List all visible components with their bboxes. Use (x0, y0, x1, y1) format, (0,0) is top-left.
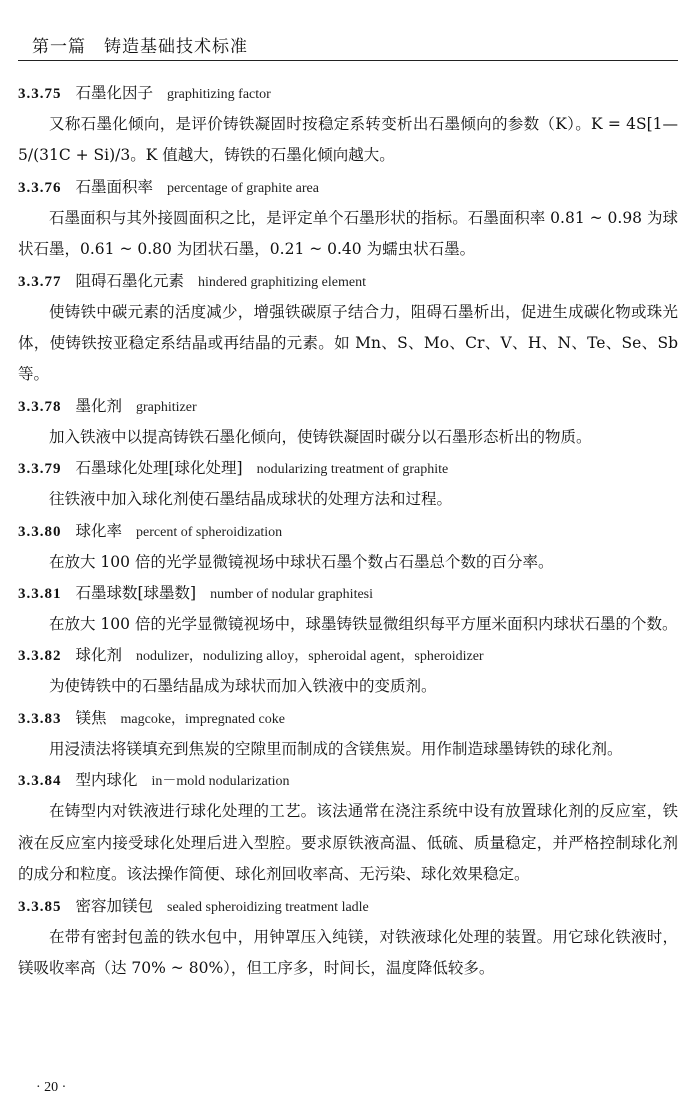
entry-term-cn: 密容加镁包 (75, 896, 154, 915)
entry-definition: 在放大 100 倍的光学显微镜视场中球状石墨个数占石墨总个数的百分率。 (49, 552, 554, 571)
running-header (18, 28, 678, 61)
entry-heading (18, 172, 678, 203)
entry-term-en: percentage of graphite area (167, 180, 319, 196)
entry-heading (18, 578, 678, 609)
entry-heading (18, 640, 678, 671)
entry-number: 3.3.82 (18, 648, 62, 665)
glossary-entry (18, 266, 678, 391)
glossary-entry (18, 78, 678, 172)
header-title: 第一篇 铸造基础技术标准 (32, 37, 248, 57)
entry-definition: 石墨面积与其外接圆面积之比，是评定单个石墨形状的指标。石墨面积率 0.81 ~ 0.98 为球状石墨，0.61 ~ 0.80 为团状石墨，0.21 ~ 0.40 为蠕虫状石墨。 (18, 208, 678, 259)
entry-heading (18, 891, 678, 922)
page-number: · 20 · (36, 1080, 67, 1095)
glossary-entries (18, 78, 678, 984)
entry-term-cn: 镁焦 (75, 708, 107, 727)
entry-term-cn: 石墨球数[球墨数] (75, 584, 197, 603)
entry-term-cn: 球化率 (75, 521, 123, 540)
entry-number: 3.3.79 (18, 461, 62, 478)
entry-number: 3.3.80 (18, 523, 62, 540)
entry-term-cn: 型内球化 (75, 771, 138, 790)
entry-term-en: graphitizing factor (167, 87, 271, 102)
entry-definition: 加入铁液中以提高铸铁石墨化倾向，使铸铁凝固时碳分以石墨形态析出的物质。 (49, 427, 592, 446)
entry-term-en: nodulizer，nodulizing alloy，spheroidal agent，spheroidizer (136, 649, 484, 665)
glossary-entry (18, 391, 678, 453)
entry-definition: 往铁液中加入球化剂使石墨结晶成球状的处理方法和过程。 (49, 490, 453, 509)
entry-number: 3.3.84 (18, 773, 62, 790)
entry-term-cn: 球化剂 (75, 646, 123, 665)
entry-definition: 用浸渍法将镁填充到焦炭的空隙里而制成的含镁焦炭。用作制造球墨铸铁的球化剂。 (49, 739, 623, 758)
entry-heading (18, 78, 678, 109)
entry-term-en: graphitizer (136, 399, 197, 415)
glossary-entry (18, 578, 678, 640)
entry-term-cn: 石墨面积率 (75, 177, 154, 196)
entry-number: 3.3.78 (18, 398, 62, 415)
entry-number: 3.3.83 (18, 710, 62, 727)
entry-definition: 为使铸铁中的石墨结晶成为球状而加入铁液中的变质剂。 (49, 677, 437, 696)
entry-term-en: nodularizing treatment of graphite (256, 462, 449, 478)
entry-term-en: hindered graphitizing element (198, 274, 366, 290)
entry-number: 3.3.77 (18, 273, 62, 290)
entry-term-en: percent of spheroidization (136, 524, 283, 540)
entry-heading (18, 453, 678, 484)
entry-number: 3.3.85 (18, 898, 62, 915)
glossary-entry (18, 516, 678, 578)
entry-heading (18, 266, 678, 297)
entry-definition: 在放大 100 倍的光学显微镜视场中，球墨铸铁显微组织每平方厘米面积内球状石墨的个数。 (49, 615, 678, 634)
entry-term-cn: 石墨球化处理[球化处理] (75, 459, 243, 478)
entry-definition: 使铸铁中碳元素的活度减少，增强铁碳原子结合力，阻碍石墨析出，促进生成碳化物或珠光体，使铸铁按亚稳定系结晶或再结晶的元素。如 Mn、S、Mo、Cr、V、H、N、Te、Se、Sb 等。 (18, 302, 678, 384)
glossary-entry (18, 703, 678, 765)
entry-definition: 又称石墨化倾向，是评价铸铁凝固时按稳定系转变析出石墨倾向的参数（K）。K = 4S[1—5/(31C + Si)/3。K 值越大，铸铁的石墨化倾向越大。 (18, 115, 678, 165)
entry-number: 3.3.81 (18, 586, 62, 603)
glossary-entry (18, 172, 678, 266)
glossary-entry (18, 765, 678, 890)
entry-term-cn: 墨化剂 (75, 396, 123, 415)
entry-number: 3.3.76 (18, 179, 62, 196)
entry-term-en: sealed spheroidizing treatment ladle (167, 899, 369, 915)
entry-definition: 在带有密封包盖的铁水包中，用钟罩压入纯镁，对铁液球化处理的装置。用它球化铁液时，镁吸收率高（达 70% ~ 80%），但工序多，时间长，温度降低较多。 (18, 927, 678, 977)
entry-term-en: in－mold nodularization (151, 774, 290, 790)
entry-heading (18, 703, 678, 734)
glossary-entry (18, 891, 678, 985)
entry-term-en: number of nodular graphitesi (210, 587, 374, 603)
entry-definition: 在铸型内对铁液进行球化处理的工艺。该法通常在浇注系统中设有放置球化剂的反应室，铁液在反应室内接受球化处理后进入型腔。要求原铁液高温、低硫、质量稳定，并严格控制球化剂的成分和粒度。该法操作简便、球化剂回收率高、无污染、球化效果稳定。 (18, 802, 678, 884)
entry-term-cn: 石墨化因子 (75, 84, 154, 102)
entry-term-cn: 阻碍石墨化元素 (75, 271, 185, 290)
entry-term-en: magcoke，impregnated coke (120, 711, 285, 727)
glossary-entry (18, 640, 678, 702)
entry-number: 3.3.75 (18, 86, 62, 102)
entry-heading (18, 391, 678, 422)
glossary-entry (18, 453, 678, 515)
entry-heading (18, 516, 678, 547)
entry-heading (18, 765, 678, 796)
